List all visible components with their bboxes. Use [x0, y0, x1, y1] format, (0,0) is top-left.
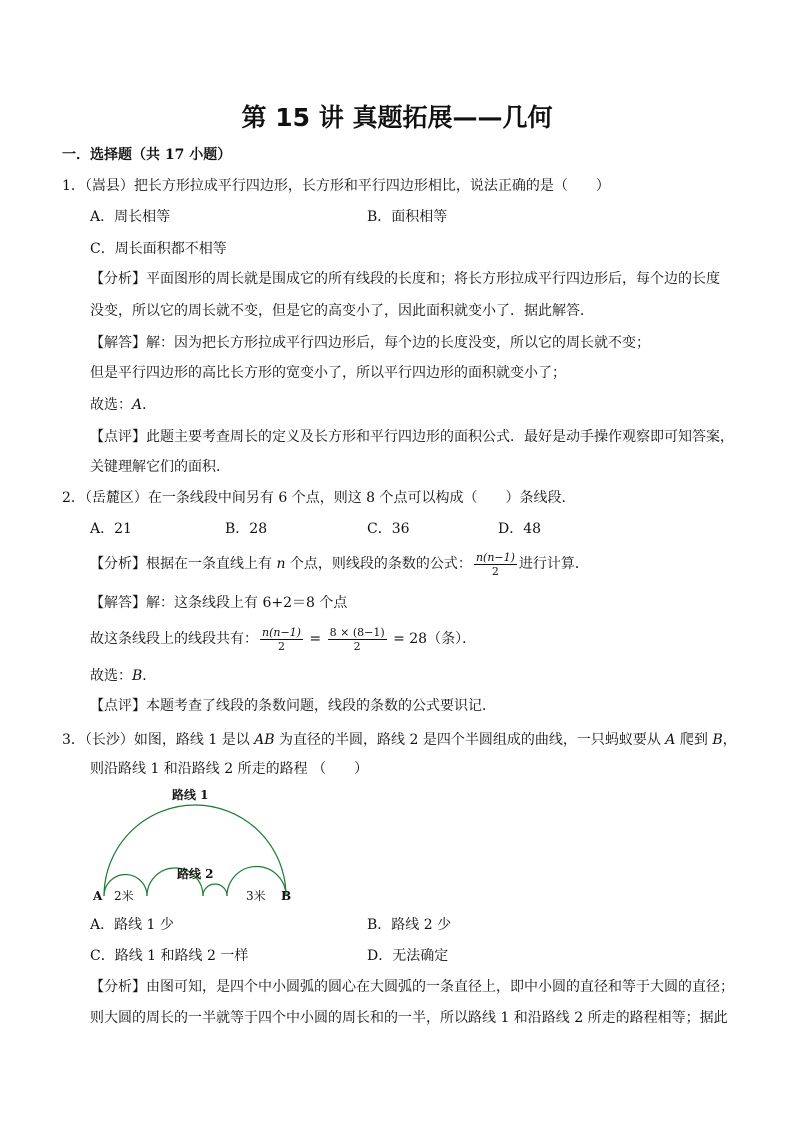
q3-stem-mid2: 爬到 — [675, 732, 713, 748]
length-3m-label: 3米 — [246, 889, 266, 903]
q3-analysis-line2: 则大圆的周长的一半就等于四个中小圆的周长和的一半，所以路线 1 和沿路线 2 所走的路程相等；据此 — [90, 1010, 728, 1026]
q2-analysis-post: 进行计算． — [518, 556, 589, 572]
q2-answer-pre: 故这条线段上的线段共有： — [90, 631, 258, 647]
q1-comment-line2: 关键理解它们的面积． — [90, 459, 230, 475]
route1-label: 路线 1 — [172, 788, 209, 802]
q3-stem-a: A — [665, 732, 676, 748]
q2-option-d: D．48 — [498, 521, 542, 537]
q2-answer-fraction1-numerator: n(n−1) — [262, 625, 301, 639]
q2-analysis-var: n — [276, 556, 286, 572]
q2-answer-fraction2 — [328, 626, 387, 653]
q2-answer-line1: 【解答】解：这条线段上有 6+2＝8 个点 — [90, 595, 348, 611]
q2-option-b: B．28 — [225, 521, 268, 537]
q2-answer-fraction1-denominator: 2 — [277, 639, 285, 653]
q3-option-b: B．路线 2 少 — [367, 917, 452, 933]
q3-stem-b: B — [712, 732, 723, 748]
q3-stem-ab: AB — [254, 732, 275, 748]
q2-choice-prefix: 故选： — [90, 668, 132, 684]
q2-analysis — [90, 546, 589, 582]
route2-arc-1 — [104, 875, 147, 897]
q1-analysis-line1: 【分析】平面图形的周长就是围成它的所有线段的长度和；将长方形拉成平行四边形后，每个边的长度 — [90, 271, 720, 287]
q2-answer-equals1: = — [304, 631, 326, 647]
q2-formula-denominator: 2 — [491, 564, 499, 578]
q1-choice-prefix: 故选： — [90, 397, 132, 413]
q2-option-a: A．21 — [90, 521, 132, 537]
q1-analysis-line2: 没变，所以它的周长就不变，但是它的高变小了，因此面积就变小了．据此解答． — [90, 303, 594, 319]
q2-choice-letter: B — [132, 668, 143, 684]
q3-stem-mid: 为直径的半圆，路线 2 是四个半圆组成的曲线，一只蚂蚁要从 — [274, 732, 666, 748]
route2-label: 路线 2 — [177, 867, 214, 881]
q3-stem-line2: 则沿路线 1 和沿路线 2 所走的路程 （ ） — [90, 761, 369, 777]
section-heading: 一．选择题（共 17 小题） — [62, 147, 232, 163]
q2-formula-fraction — [474, 551, 517, 578]
q2-choice — [90, 667, 156, 685]
page-title: 第 15 讲 真题拓展——几何 — [241, 103, 553, 132]
q1-option-b: B．面积相等 — [367, 209, 448, 225]
q1-comment-line1: 【点评】此题主要考查周长的定义及长方形和平行四边形的面积公式．最好是动手操作观察即可知答案， — [90, 429, 734, 445]
q2-answer-line2 — [90, 621, 476, 657]
q3-option-c: C．路线 1 和路线 2 一样 — [90, 948, 249, 964]
route2-arc-3 — [203, 884, 227, 896]
route1-large-semicircle — [104, 805, 286, 896]
q2-formula-numerator: n(n−1) — [475, 550, 515, 564]
q1-choice-suffix: ． — [142, 397, 157, 413]
point-b-label: B — [281, 889, 292, 903]
q3-stem-line1 — [62, 731, 737, 749]
q2-stem: 2．（岳麓区）在一条线段中间另有 6 个点，则这 8 个点可以构成（ ）条线段． — [62, 490, 576, 506]
q1-answer-line1: 【解答】解：因为把长方形拉成平行四边形后，每个边的长度没变，所以它的周长就不变； — [90, 335, 650, 351]
q3-analysis-line1: 【分析】由图可知，是四个中小圆弧的圆心在大圆弧的一条直径上，即中小圆的直径和等于大圆的直径； — [90, 979, 734, 995]
q3-stem-pre: 3．（长沙）如图，路线 1 是以 — [62, 732, 255, 748]
q2-answer-fraction1 — [260, 626, 303, 653]
q1-option-a: A．周长相等 — [90, 209, 171, 225]
q2-option-c: C．36 — [367, 521, 410, 537]
q1-choice-letter: A — [132, 397, 143, 413]
q1-stem: 1．（嵩县）把长方形拉成平行四边形，长方形和平行四边形相比，说法正确的是（ ） — [62, 178, 610, 194]
length-2m-label: 2米 — [114, 889, 134, 903]
q3-option-d: D．无法确定 — [367, 948, 449, 964]
q2-analysis-pre: 【分析】根据在一条直线上有 — [90, 556, 277, 572]
q1-option-c: C．周长面积都不相等 — [90, 241, 227, 257]
q3-stem-end: ， — [722, 732, 737, 748]
q2-analysis-mid: 个点，则线段的条数的公式： — [285, 556, 472, 572]
q3-option-a: A．路线 1 少 — [90, 917, 174, 933]
q2-choice-suffix: ． — [142, 668, 157, 684]
q2-answer-equals2: = 28（条）． — [388, 631, 477, 647]
q1-choice — [90, 396, 156, 414]
route2-arc-4 — [227, 867, 286, 896]
q2-answer-fraction2-numerator: 8 × (8−1) — [329, 625, 385, 639]
q1-answer-line2: 但是平行四边形的高比长方形的宽变小了，所以平行四边形的面积就变小了； — [90, 365, 566, 381]
point-a-label: A — [93, 889, 103, 903]
q2-comment: 【点评】本题考查了线段的条数问题，线段的条数的公式要识记． — [90, 698, 496, 714]
route2-arc-2 — [147, 868, 203, 896]
q2-answer-fraction2-denominator: 2 — [353, 639, 361, 653]
